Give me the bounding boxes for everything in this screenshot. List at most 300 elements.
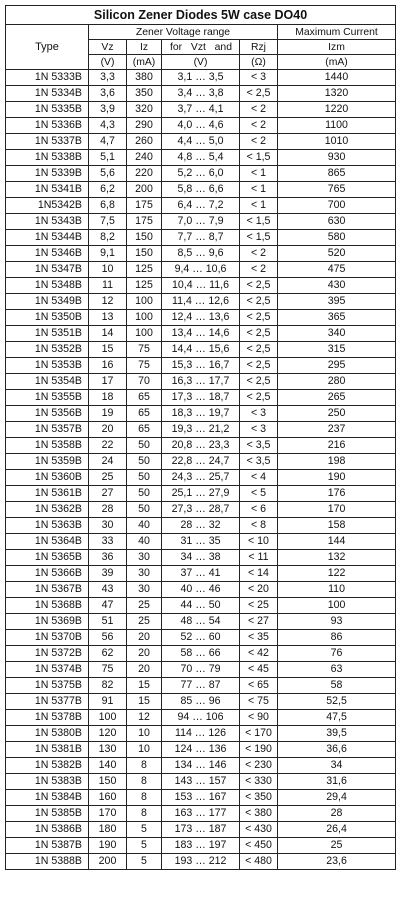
- table-row: [6, 198, 396, 214]
- cell-vzt-range: 3,7 … 4,1: [162, 102, 240, 118]
- cell-vz: 36: [89, 550, 127, 566]
- cell-type: 1N 5354B: [6, 374, 89, 390]
- cell-vz: 170: [89, 806, 127, 822]
- table-row: [6, 598, 396, 614]
- cell-vz: 15: [89, 342, 127, 358]
- cell-izm: 25: [278, 838, 396, 854]
- cell-iz: 30: [127, 582, 162, 598]
- cell-izm: 132: [278, 550, 396, 566]
- cell-vz: 5,1: [89, 150, 127, 166]
- cell-rzj: < 3: [240, 406, 278, 422]
- izm-header: Izm: [278, 40, 396, 55]
- cell-rzj: < 90: [240, 710, 278, 726]
- cell-vzt-range: 5,8 … 6,6: [162, 182, 240, 198]
- cell-izm: 216: [278, 438, 396, 454]
- cell-rzj: < 430: [240, 822, 278, 838]
- table-row: [6, 262, 396, 278]
- cell-rzj: < 6: [240, 502, 278, 518]
- cell-vzt-range: 28 … 32: [162, 518, 240, 534]
- vzt-header: [162, 40, 240, 55]
- cell-rzj: < 11: [240, 550, 278, 566]
- cell-izm: 237: [278, 422, 396, 438]
- iz-header: [127, 40, 162, 55]
- cell-izm: 36,6: [278, 742, 396, 758]
- cell-vz: 8,2: [89, 230, 127, 246]
- cell-vzt-range: 44 … 50: [162, 598, 240, 614]
- cell-type: 1N 5348B: [6, 278, 89, 294]
- cell-izm: 47,5: [278, 710, 396, 726]
- cell-type: 1N 5387B: [6, 838, 89, 854]
- table-row: [6, 614, 396, 630]
- vzt-unit: (V): [162, 55, 240, 70]
- cell-vz: 120: [89, 726, 127, 742]
- cell-type: 1N 5363B: [6, 518, 89, 534]
- cell-vzt-range: 173 … 187: [162, 822, 240, 838]
- cell-iz: 125: [127, 278, 162, 294]
- cell-izm: 100: [278, 598, 396, 614]
- cell-vzt-range: 5,2 … 6,0: [162, 166, 240, 182]
- cell-vz: 51: [89, 614, 127, 630]
- table-row: [6, 246, 396, 262]
- cell-type: 1N 5341B: [6, 182, 89, 198]
- cell-izm: 190: [278, 470, 396, 486]
- cell-type: 1N 5351B: [6, 326, 89, 342]
- table-row: [6, 294, 396, 310]
- cell-izm: 31,6: [278, 774, 396, 790]
- table-row: [6, 166, 396, 182]
- cell-izm: 365: [278, 310, 396, 326]
- cell-rzj: < 1: [240, 166, 278, 182]
- cell-vz: 43: [89, 582, 127, 598]
- cell-rzj: < 330: [240, 774, 278, 790]
- cell-rzj: < 480: [240, 854, 278, 870]
- cell-rzj: < 2,5: [240, 374, 278, 390]
- cell-iz: 100: [127, 310, 162, 326]
- cell-type: 1N 5383B: [6, 774, 89, 790]
- table-row: [6, 422, 396, 438]
- cell-vz: 160: [89, 790, 127, 806]
- cell-vzt-range: 19,3 … 21,2: [162, 422, 240, 438]
- cell-vzt-range: 6,4 … 7,2: [162, 198, 240, 214]
- cell-izm: 110: [278, 582, 396, 598]
- cell-izm: 765: [278, 182, 396, 198]
- cell-iz: 150: [127, 230, 162, 246]
- cell-vzt-range: 4,8 … 5,4: [162, 150, 240, 166]
- cell-iz: 260: [127, 134, 162, 150]
- table-row: [6, 86, 396, 102]
- cell-izm: 176: [278, 486, 396, 502]
- table-row: [6, 150, 396, 166]
- cell-vzt-range: 52 … 60: [162, 630, 240, 646]
- table-row: [6, 438, 396, 454]
- cell-rzj: < 2: [240, 134, 278, 150]
- cell-vz: 19: [89, 406, 127, 422]
- cell-iz: 10: [127, 742, 162, 758]
- cell-vzt-range: 37 … 41: [162, 566, 240, 582]
- cell-rzj: < 1,5: [240, 150, 278, 166]
- zener-table: [5, 5, 396, 870]
- cell-iz: 40: [127, 534, 162, 550]
- table-row: [6, 710, 396, 726]
- cell-vz: 62: [89, 646, 127, 662]
- cell-type: 1N 5386B: [6, 822, 89, 838]
- cell-rzj: < 4: [240, 470, 278, 486]
- iz-label: Iz: [139, 41, 149, 53]
- table-row: [6, 726, 396, 742]
- cell-izm: 34: [278, 758, 396, 774]
- cell-iz: 125: [127, 262, 162, 278]
- cell-type: 1N 5362B: [6, 502, 89, 518]
- cell-izm: 28: [278, 806, 396, 822]
- cell-type: 1N 5378B: [6, 710, 89, 726]
- type-header: Type: [6, 25, 89, 70]
- cell-izm: 1320: [278, 86, 396, 102]
- cell-type: 1N 5366B: [6, 566, 89, 582]
- cell-iz: 50: [127, 454, 162, 470]
- cell-vzt-range: 11,4 … 12,6: [162, 294, 240, 310]
- cell-vz: 130: [89, 742, 127, 758]
- cell-vzt-range: 16,3 … 17,7: [162, 374, 240, 390]
- table-row: [6, 182, 396, 198]
- cell-rzj: < 65: [240, 678, 278, 694]
- table-row: [6, 838, 396, 854]
- cell-iz: 350: [127, 86, 162, 102]
- cell-iz: 380: [127, 70, 162, 86]
- cell-rzj: < 14: [240, 566, 278, 582]
- cell-vz: 39: [89, 566, 127, 582]
- cell-vzt-range: 163 … 177: [162, 806, 240, 822]
- cell-vzt-range: 8,5 … 9,6: [162, 246, 240, 262]
- cell-vz: 6,8: [89, 198, 127, 214]
- header-row-1: [6, 25, 396, 40]
- cell-izm: 930: [278, 150, 396, 166]
- cell-iz: 8: [127, 774, 162, 790]
- table-title: Silicon Zener Diodes 5W case DO40: [6, 6, 396, 25]
- cell-type: 1N 5355B: [6, 390, 89, 406]
- cell-vz: 47: [89, 598, 127, 614]
- cell-iz: 75: [127, 342, 162, 358]
- cell-iz: 100: [127, 326, 162, 342]
- cell-rzj: < 2: [240, 102, 278, 118]
- cell-izm: 86: [278, 630, 396, 646]
- cell-vzt-range: 18,3 … 19,7: [162, 406, 240, 422]
- cell-type: 1N 5346B: [6, 246, 89, 262]
- cell-rzj: < 230: [240, 758, 278, 774]
- cell-iz: 200: [127, 182, 162, 198]
- table-row: [6, 518, 396, 534]
- cell-rzj: < 350: [240, 790, 278, 806]
- title-row: [6, 6, 396, 25]
- table-row: [6, 358, 396, 374]
- cell-type: 1N 5361B: [6, 486, 89, 502]
- cell-iz: 175: [127, 198, 162, 214]
- cell-iz: 50: [127, 502, 162, 518]
- cell-izm: 295: [278, 358, 396, 374]
- cell-vzt-range: 15,3 … 16,7: [162, 358, 240, 374]
- cell-iz: 50: [127, 470, 162, 486]
- cell-type: 1N5342B: [6, 198, 89, 214]
- cell-vz: 82: [89, 678, 127, 694]
- cell-type: 1N 5334B: [6, 86, 89, 102]
- cell-type: 1N 5350B: [6, 310, 89, 326]
- table-row: [6, 646, 396, 662]
- cell-vzt-range: 31 … 35: [162, 534, 240, 550]
- cell-rzj: < 1,5: [240, 230, 278, 246]
- cell-iz: 70: [127, 374, 162, 390]
- vz-unit: (V): [89, 55, 127, 70]
- cell-izm: 280: [278, 374, 396, 390]
- table-row: [6, 774, 396, 790]
- table-row: [6, 662, 396, 678]
- cell-rzj: < 2,5: [240, 342, 278, 358]
- table-row: [6, 70, 396, 86]
- cell-vz: 33: [89, 534, 127, 550]
- cell-vz: 12: [89, 294, 127, 310]
- cell-vzt-range: 143 … 157: [162, 774, 240, 790]
- cell-iz: 30: [127, 550, 162, 566]
- cell-type: 1N 5369B: [6, 614, 89, 630]
- cell-rzj: < 2,5: [240, 358, 278, 374]
- table-row: [6, 582, 396, 598]
- table-row: [6, 742, 396, 758]
- cell-rzj: < 3,5: [240, 438, 278, 454]
- cell-izm: 520: [278, 246, 396, 262]
- cell-type: 1N 5372B: [6, 646, 89, 662]
- cell-izm: 265: [278, 390, 396, 406]
- cell-type: 1N 5353B: [6, 358, 89, 374]
- vz-header: Vz: [89, 40, 127, 55]
- cell-vz: 5,6: [89, 166, 127, 182]
- iz-unit: (mA): [127, 55, 162, 70]
- cell-type: 1N 5343B: [6, 214, 89, 230]
- cell-vzt-range: 14,4 … 15,6: [162, 342, 240, 358]
- cell-rzj: < 170: [240, 726, 278, 742]
- cell-rzj: < 2,5: [240, 86, 278, 102]
- cell-vzt-range: 114 … 126: [162, 726, 240, 742]
- cell-vz: 75: [89, 662, 127, 678]
- cell-izm: 340: [278, 326, 396, 342]
- table-row: [6, 550, 396, 566]
- cell-vzt-range: 193 … 212: [162, 854, 240, 870]
- cell-type: 1N 5357B: [6, 422, 89, 438]
- cell-izm: 700: [278, 198, 396, 214]
- cell-izm: 1220: [278, 102, 396, 118]
- table-row: [6, 566, 396, 582]
- cell-type: 1N 5337B: [6, 134, 89, 150]
- cell-type: 1N 5385B: [6, 806, 89, 822]
- cell-vz: 17: [89, 374, 127, 390]
- cell-izm: 144: [278, 534, 396, 550]
- cell-vz: 16: [89, 358, 127, 374]
- cell-rzj: < 2,5: [240, 278, 278, 294]
- cell-type: 1N 5367B: [6, 582, 89, 598]
- cell-iz: 15: [127, 678, 162, 694]
- table-row: [6, 326, 396, 342]
- table-row: [6, 502, 396, 518]
- cell-rzj: < 3: [240, 70, 278, 86]
- cell-izm: 1100: [278, 118, 396, 134]
- cell-vz: 56: [89, 630, 127, 646]
- cell-vz: 3,9: [89, 102, 127, 118]
- max-current-header: Maximum Current: [278, 25, 396, 40]
- zener-table-body: [6, 6, 396, 870]
- cell-rzj: < 2,5: [240, 390, 278, 406]
- cell-vz: 4,7: [89, 134, 127, 150]
- cell-vzt-range: 12,4 … 13,6: [162, 310, 240, 326]
- table-row: [6, 342, 396, 358]
- table-row: [6, 102, 396, 118]
- cell-type: 1N 5364B: [6, 534, 89, 550]
- cell-rzj: < 2: [240, 118, 278, 134]
- table-row: [6, 486, 396, 502]
- cell-type: 1N 5382B: [6, 758, 89, 774]
- cell-type: 1N 5380B: [6, 726, 89, 742]
- table-row: [6, 406, 396, 422]
- cell-vzt-range: 25,1 … 27,9: [162, 486, 240, 502]
- cell-vzt-range: 22,8 … 24,7: [162, 454, 240, 470]
- cell-iz: 65: [127, 422, 162, 438]
- cell-iz: 65: [127, 390, 162, 406]
- cell-vz: 4,3: [89, 118, 127, 134]
- cell-vz: 9,1: [89, 246, 127, 262]
- cell-vzt-range: 94 … 106: [162, 710, 240, 726]
- and-label: and: [214, 41, 232, 53]
- cell-vzt-range: 24,3 … 25,7: [162, 470, 240, 486]
- table-row: [6, 758, 396, 774]
- cell-rzj: < 5: [240, 486, 278, 502]
- cell-vzt-range: 3,4 … 3,8: [162, 86, 240, 102]
- cell-rzj: < 27: [240, 614, 278, 630]
- cell-izm: 1440: [278, 70, 396, 86]
- cell-type: 1N 5381B: [6, 742, 89, 758]
- cell-iz: 8: [127, 790, 162, 806]
- cell-vz: 18: [89, 390, 127, 406]
- cell-vz: 7,5: [89, 214, 127, 230]
- cell-type: 1N 5347B: [6, 262, 89, 278]
- cell-izm: 93: [278, 614, 396, 630]
- cell-vz: 27: [89, 486, 127, 502]
- cell-iz: 8: [127, 806, 162, 822]
- cell-vz: 3,6: [89, 86, 127, 102]
- cell-izm: 63: [278, 662, 396, 678]
- cell-vz: 28: [89, 502, 127, 518]
- table-row: [6, 678, 396, 694]
- cell-vz: 3,3: [89, 70, 127, 86]
- izm-unit: (mA): [278, 55, 396, 70]
- cell-type: 1N 5375B: [6, 678, 89, 694]
- cell-type: 1N 5384B: [6, 790, 89, 806]
- table-row: [6, 230, 396, 246]
- table-row: [6, 118, 396, 134]
- cell-vzt-range: 77 … 87: [162, 678, 240, 694]
- cell-vzt-range: 7,7 … 8,7: [162, 230, 240, 246]
- cell-vzt-range: 17,3 … 18,7: [162, 390, 240, 406]
- cell-izm: 315: [278, 342, 396, 358]
- cell-vz: 10: [89, 262, 127, 278]
- cell-type: 1N 5349B: [6, 294, 89, 310]
- cell-type: 1N 5359B: [6, 454, 89, 470]
- cell-type: 1N 5356B: [6, 406, 89, 422]
- cell-vz: 24: [89, 454, 127, 470]
- cell-type: 1N 5365B: [6, 550, 89, 566]
- cell-vzt-range: 9,4 … 10,6: [162, 262, 240, 278]
- table-row: [6, 390, 396, 406]
- cell-rzj: < 380: [240, 806, 278, 822]
- cell-vzt-range: 10,4 … 11,6: [162, 278, 240, 294]
- cell-izm: 158: [278, 518, 396, 534]
- cell-iz: 12: [127, 710, 162, 726]
- cell-vz: 11: [89, 278, 127, 294]
- zener-voltage-range-header: Zener Voltage range: [89, 25, 278, 40]
- cell-iz: 30: [127, 566, 162, 582]
- table-row: [6, 694, 396, 710]
- cell-vzt-range: 183 … 197: [162, 838, 240, 854]
- cell-vz: 91: [89, 694, 127, 710]
- table-row: [6, 630, 396, 646]
- cell-rzj: < 10: [240, 534, 278, 550]
- cell-vz: 150: [89, 774, 127, 790]
- cell-rzj: < 75: [240, 694, 278, 710]
- cell-iz: 220: [127, 166, 162, 182]
- cell-iz: 8: [127, 758, 162, 774]
- cell-vz: 25: [89, 470, 127, 486]
- cell-izm: 198: [278, 454, 396, 470]
- table-row: [6, 822, 396, 838]
- cell-vzt-range: 85 … 96: [162, 694, 240, 710]
- cell-vzt-range: 48 … 54: [162, 614, 240, 630]
- cell-vzt-range: 4,0 … 4,6: [162, 118, 240, 134]
- table-row: [6, 310, 396, 326]
- vzt-label: Vzt: [190, 41, 206, 53]
- cell-rzj: < 25: [240, 598, 278, 614]
- cell-iz: 50: [127, 486, 162, 502]
- cell-iz: 150: [127, 246, 162, 262]
- cell-vz: 6,2: [89, 182, 127, 198]
- cell-type: 1N 5388B: [6, 854, 89, 870]
- cell-vz: 190: [89, 838, 127, 854]
- cell-vzt-range: 40 … 46: [162, 582, 240, 598]
- cell-type: 1N 5333B: [6, 70, 89, 86]
- cell-vzt-range: 4,4 … 5,0: [162, 134, 240, 150]
- table-row: [6, 214, 396, 230]
- cell-vzt-range: 27,3 … 28,7: [162, 502, 240, 518]
- table-row: [6, 534, 396, 550]
- cell-type: 1N 5374B: [6, 662, 89, 678]
- cell-type: 1N 5368B: [6, 598, 89, 614]
- cell-rzj: < 450: [240, 838, 278, 854]
- cell-izm: 39,5: [278, 726, 396, 742]
- cell-iz: 5: [127, 854, 162, 870]
- cell-rzj: < 2: [240, 262, 278, 278]
- cell-vzt-range: 70 … 79: [162, 662, 240, 678]
- cell-iz: 75: [127, 358, 162, 374]
- cell-vzt-range: 58 … 66: [162, 646, 240, 662]
- cell-iz: 20: [127, 646, 162, 662]
- cell-vzt-range: 3,1 … 3,5: [162, 70, 240, 86]
- cell-vz: 140: [89, 758, 127, 774]
- cell-iz: 100: [127, 294, 162, 310]
- cell-izm: 865: [278, 166, 396, 182]
- cell-iz: 25: [127, 614, 162, 630]
- cell-type: 1N 5370B: [6, 630, 89, 646]
- cell-rzj: < 20: [240, 582, 278, 598]
- cell-type: 1N 5338B: [6, 150, 89, 166]
- cell-izm: 122: [278, 566, 396, 582]
- cell-izm: 58: [278, 678, 396, 694]
- cell-izm: 170: [278, 502, 396, 518]
- cell-iz: 175: [127, 214, 162, 230]
- cell-izm: 475: [278, 262, 396, 278]
